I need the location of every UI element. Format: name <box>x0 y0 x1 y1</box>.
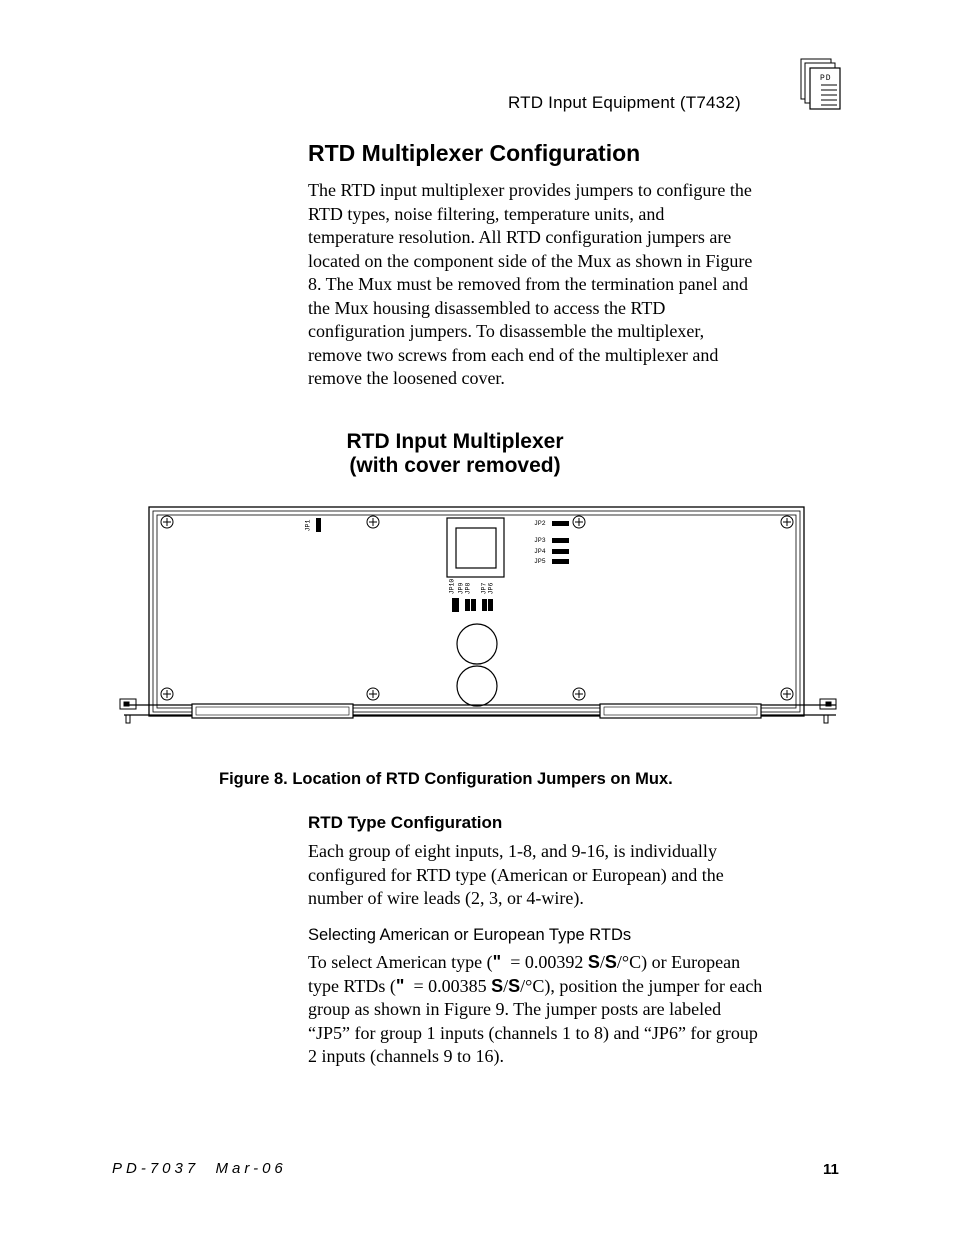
running-header: RTD Input Equipment (T7432) <box>508 93 741 112</box>
logo-text: PD <box>820 74 832 83</box>
paragraph-line: remove the loosened cover. <box>308 368 505 388</box>
selection-paragraph <box>308 951 843 1069</box>
paragraph-line: RTD types, noise filtering, temperature units, and <box>308 203 665 224</box>
jp9-label: JP9 <box>457 582 465 595</box>
figure-title <box>300 430 610 478</box>
jp2-label: JP2 <box>534 520 546 527</box>
jp1-label: JP1 <box>304 519 312 532</box>
footer-doc-id: PD-7037 Mar-06 <box>112 1160 287 1177</box>
paragraph-line: remove two screws from each end of the multiplexer and <box>308 344 719 365</box>
paragraph-line: “JP5” for group 1 inputs (channels 1 to 8) and “JP6” for group <box>308 1022 758 1043</box>
jp6-label: JP6 <box>487 582 495 595</box>
paragraph-line: configured for RTD type (American or European) and the <box>308 864 724 885</box>
paragraph-line: number of wire leads (2, 3, or 4-wire). <box>308 888 584 908</box>
paragraph-line: Each group of eight inputs, 1-8, and 9-16, is individually <box>308 841 717 861</box>
paragraph-line: 2 inputs (channels 9 to 16). <box>308 1046 504 1066</box>
jp4-label: JP4 <box>534 548 546 555</box>
page-number: 11 <box>823 1161 839 1178</box>
paragraph-line: the Mux housing disassembled to access the RTD <box>308 297 666 318</box>
paragraph-line: configuration jumpers. To disassemble the multiplexer, <box>308 321 705 341</box>
jp5-label: JP5 <box>534 558 546 565</box>
mux-board-diagram <box>116 503 840 728</box>
intro-paragraph <box>308 179 843 391</box>
subsection-heading: RTD Type Configuration <box>308 813 503 832</box>
figure-title-line: (with cover removed) <box>349 454 561 477</box>
paragraph-line: 8. The Mux must be removed from the termination panel and <box>308 274 749 294</box>
jp10-label: JP10 <box>448 578 456 595</box>
figure-title-line: RTD Input Multiplexer <box>346 430 564 453</box>
paragraph-line: located on the component side of the Mux as shown in Figure <box>308 250 753 271</box>
jp7-label: JP7 <box>480 582 488 595</box>
paragraph-line: temperature resolution. All RTD configuration jumpers are <box>308 227 732 247</box>
pd-logo-icon <box>800 58 842 112</box>
jp3-label: JP3 <box>534 537 546 544</box>
paragraph-line: The RTD input multiplexer provides jumpers to configure the <box>308 180 752 200</box>
jp8-label: JP8 <box>464 582 472 595</box>
figure-caption: Figure 8. Location of RTD Configuration Jumpers on Mux. <box>219 770 673 788</box>
paragraph-line: group as shown in Figure 9. The jumper posts are labeled <box>308 999 722 1019</box>
subsubsection-heading: Selecting American or European Type RTDs <box>308 926 632 944</box>
paragraph-line: To select American type (" = 0.00392 S/S/°C) or European <box>308 952 741 972</box>
subsection-paragraph <box>308 840 843 911</box>
paragraph-line: type RTDs (" = 0.00385 S/S/°C), position the jumper for each <box>308 975 763 996</box>
section-heading: RTD Multiplexer Configuration <box>308 140 641 166</box>
